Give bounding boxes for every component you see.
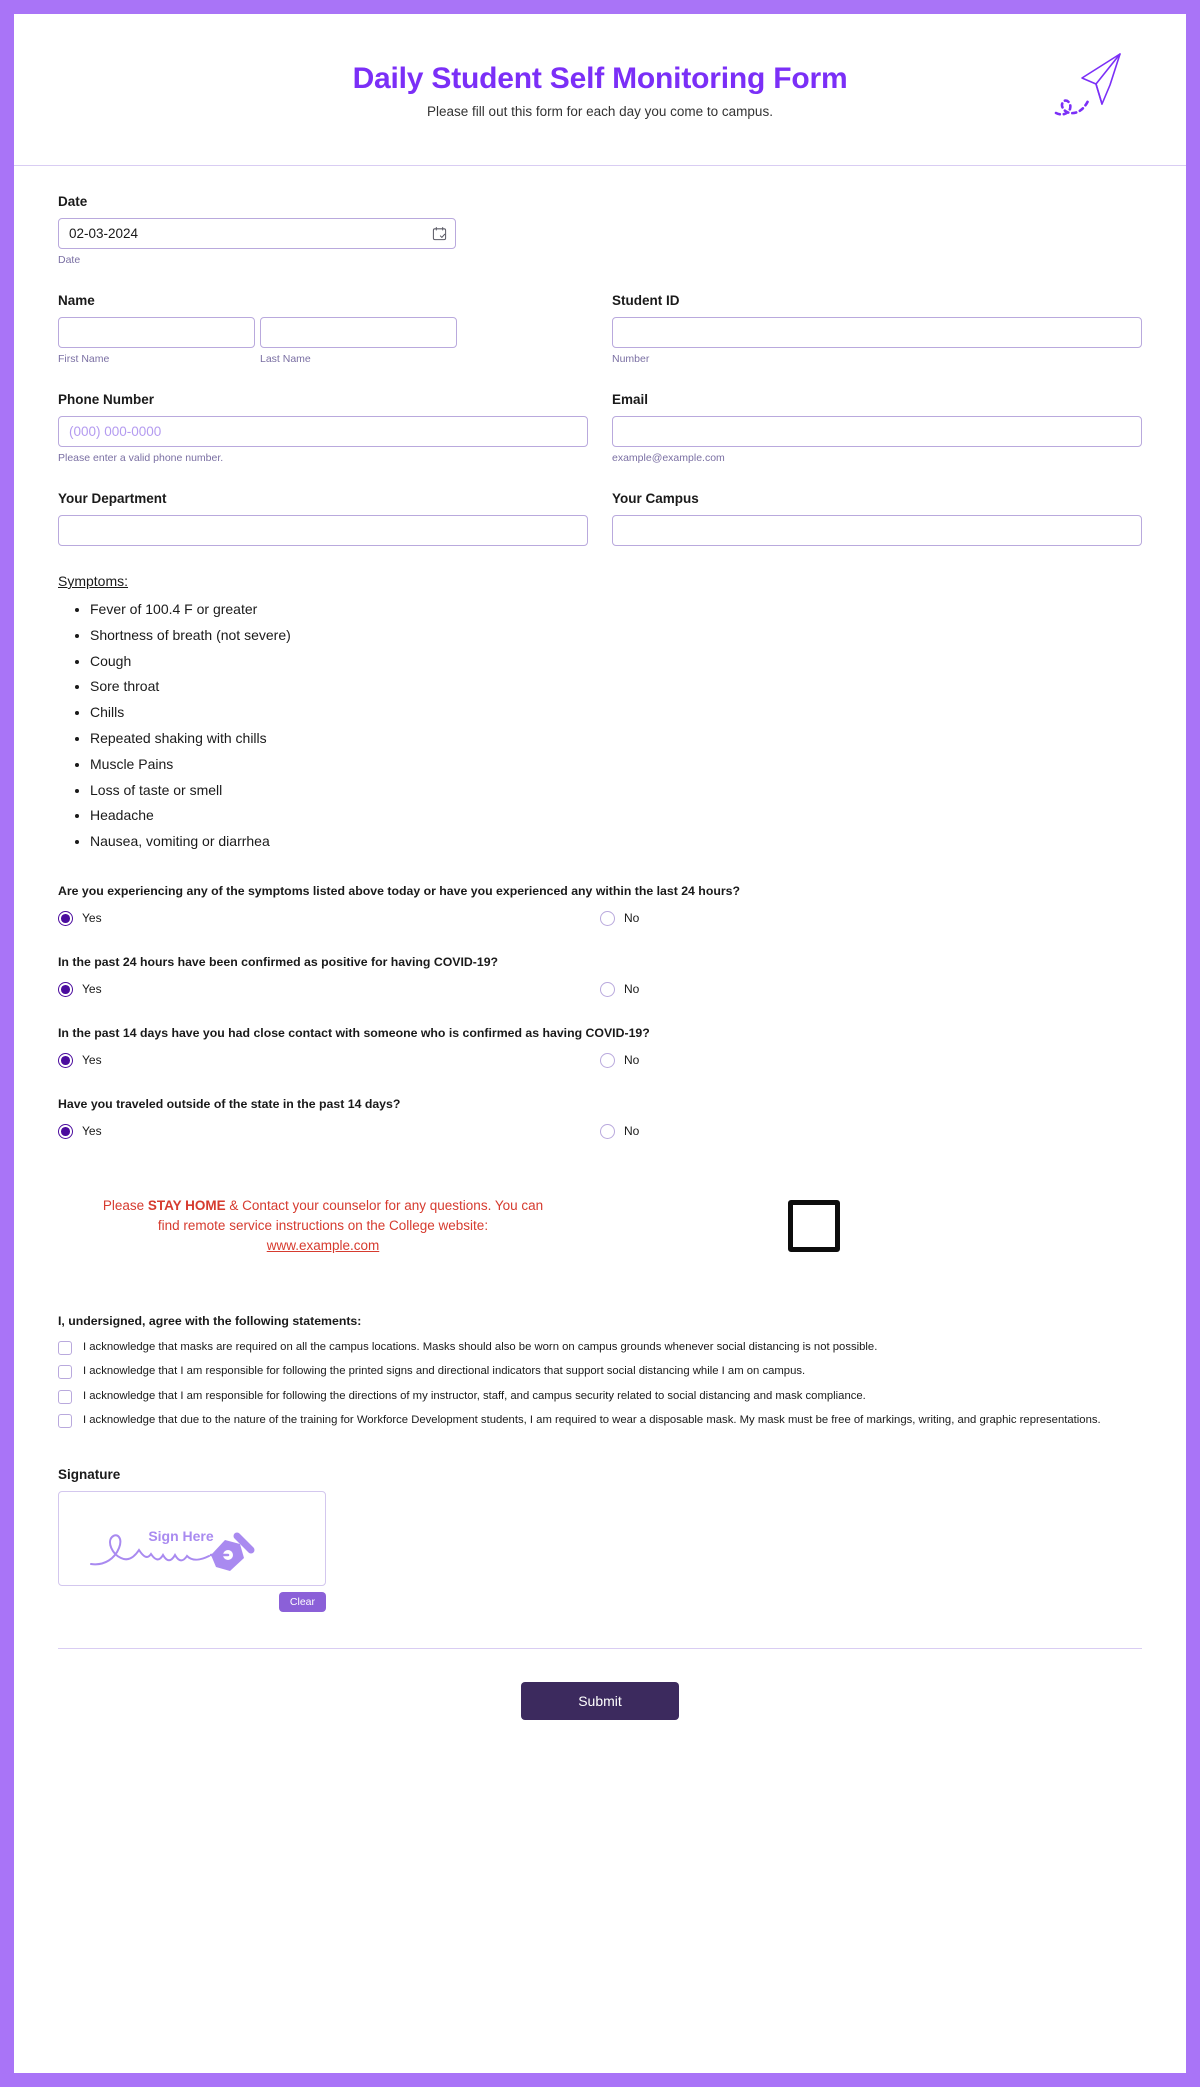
list-item: • Shortness of breath (not severe) <box>90 623 1142 649</box>
first-name-hint: First Name <box>58 353 110 365</box>
radio-label-yes: Yes <box>82 1124 102 1139</box>
field-department <box>58 491 588 546</box>
field-phone <box>58 392 588 464</box>
acknowledgement-text: I acknowledge that masks are required on all the campus locations. Masks should also be worn on campus grounds whenever social distancing is not possible. <box>83 1340 878 1353</box>
symptoms-list <box>64 597 1142 855</box>
acknowledgements-section <box>58 1314 1142 1429</box>
list-item[interactable] <box>58 1389 1142 1405</box>
question-label: Are you experiencing any of the symptoms listed above today or have you experienced any within the last 24 hours? <box>58 883 740 898</box>
qr-placeholder-box <box>788 1200 840 1252</box>
page-subtitle: Please fill out this form for each day you come to campus. <box>427 104 773 119</box>
radio-icon-no[interactable] <box>600 911 615 926</box>
radio-icon-yes[interactable] <box>58 1053 73 1068</box>
checkbox-icon[interactable] <box>58 1390 72 1404</box>
email-input[interactable] <box>612 416 1142 447</box>
radio-option-yes[interactable] <box>58 911 600 926</box>
phone-hint: Please enter a valid phone number. <box>58 452 224 464</box>
radio-option-no[interactable] <box>600 1053 1142 1068</box>
radio-label-no: No <box>624 911 640 926</box>
list-item: • Sore throat <box>90 674 1142 700</box>
last-name-hint: Last Name <box>260 353 311 365</box>
field-name <box>58 293 588 365</box>
radio-icon-no[interactable] <box>600 1053 615 1068</box>
signature-pad[interactable] <box>58 1491 326 1586</box>
department-label: Your Department <box>58 491 167 506</box>
warning-strong: STAY HOME <box>147 1197 226 1213</box>
page-title: Daily Student Self Monitoring Form <box>352 62 848 95</box>
checkbox-icon[interactable] <box>58 1341 72 1355</box>
radio-option-no[interactable] <box>600 911 1142 926</box>
radio-label-yes: Yes <box>82 982 102 997</box>
list-item: • Repeated shaking with chills <box>90 726 1142 752</box>
radio-option-yes[interactable] <box>58 1053 600 1068</box>
form-header <box>14 14 1186 166</box>
pen-nib-icon <box>211 1536 251 1571</box>
acknowledgement-text: I acknowledge that I am responsible for following the printed signs and directional indicators that support social distancing while I am on campus. <box>83 1365 806 1378</box>
symptoms-title: Symptoms: <box>58 573 129 589</box>
phone-input[interactable] <box>58 416 588 447</box>
warning-body: & Contact your counselor for any questions. You can find remote service instructions on the College website: <box>157 1197 544 1233</box>
acknowledgement-text: I acknowledge that I am responsible for following the directions of my instructor, staff, and campus security related to social distancing and mask compliance. <box>83 1389 866 1402</box>
radio-icon-yes[interactable] <box>58 982 73 997</box>
date-input[interactable] <box>58 218 456 249</box>
date-label: Date <box>58 194 88 209</box>
radio-option-no[interactable] <box>600 1124 1142 1139</box>
radio-option-yes[interactable] <box>58 982 600 997</box>
campus-input[interactable] <box>612 515 1142 546</box>
field-campus <box>612 491 1142 546</box>
radio-icon-yes[interactable] <box>58 1124 73 1139</box>
list-item[interactable] <box>58 1364 1142 1380</box>
radio-label-yes: Yes <box>82 911 102 926</box>
list-item: • Nausea, vomiting or diarrhea <box>90 829 1142 855</box>
question-close-contact <box>58 1026 1142 1068</box>
warning-prefix: Please <box>102 1197 148 1213</box>
submit-button[interactable]: Submit <box>521 1682 679 1720</box>
radio-option-yes[interactable] <box>58 1124 600 1139</box>
symptoms-section <box>58 573 1142 855</box>
list-item: • Fever of 100.4 F or greater <box>90 597 1142 623</box>
warning-message <box>58 1196 588 1256</box>
radio-label-no: No <box>624 1053 640 1068</box>
list-item: • Chills <box>90 700 1142 726</box>
radio-icon-yes[interactable] <box>58 911 73 926</box>
question-symptoms-today <box>58 884 1142 926</box>
sign-here-text: Sign Here <box>148 1527 214 1544</box>
radio-icon-no[interactable] <box>600 982 615 997</box>
question-label: In the past 24 hours have been confirmed as positive for having COVID-19? <box>58 954 499 969</box>
acknowledgements-title: I, undersigned, agree with the following statements: <box>58 1313 362 1328</box>
radio-label-no: No <box>624 1124 640 1139</box>
email-hint: example@example.com <box>612 452 725 464</box>
signature-label: Signature <box>58 1466 121 1482</box>
department-input[interactable] <box>58 515 588 546</box>
phone-label: Phone Number <box>58 392 155 407</box>
radio-icon-no[interactable] <box>600 1124 615 1139</box>
question-label: In the past 14 days have you had close contact with someone who is confirmed as having COVID-19? <box>58 1025 650 1040</box>
list-item: • Headache <box>90 803 1142 829</box>
list-item[interactable] <box>58 1413 1142 1429</box>
date-hint: Date <box>58 254 81 266</box>
last-name-input[interactable] <box>260 317 457 348</box>
signature-section <box>58 1467 1142 1612</box>
radio-label-no: No <box>624 982 640 997</box>
warning-section <box>58 1181 1142 1271</box>
radio-label-yes: Yes <box>82 1053 102 1068</box>
question-label: Have you traveled outside of the state in the past 14 days? <box>58 1096 401 1111</box>
field-email <box>612 392 1142 464</box>
student-id-label: Student ID <box>612 293 680 308</box>
first-name-input[interactable] <box>58 317 255 348</box>
list-item[interactable] <box>58 1340 1142 1356</box>
student-id-input[interactable] <box>612 317 1142 348</box>
field-date <box>58 194 1142 266</box>
list-item: • Muscle Pains <box>90 752 1142 778</box>
paper-plane-icon <box>1044 41 1136 123</box>
question-positive-24h <box>58 955 1142 997</box>
checkbox-icon[interactable] <box>58 1365 72 1379</box>
email-label: Email <box>612 392 649 407</box>
student-id-hint: Number <box>612 353 650 365</box>
list-item: • Loss of taste or smell <box>90 778 1142 804</box>
form-body <box>14 166 1186 1720</box>
campus-label: Your Campus <box>612 491 699 506</box>
name-label: Name <box>58 293 95 308</box>
field-student-id <box>612 293 1142 365</box>
list-item: • Cough <box>90 649 1142 675</box>
form-page <box>14 14 1186 2073</box>
radio-option-no[interactable] <box>600 982 1142 997</box>
warning-link[interactable]: www.example.com <box>266 1237 380 1253</box>
checkbox-icon[interactable] <box>58 1414 72 1428</box>
clear-signature-button[interactable]: Clear <box>279 1592 326 1612</box>
question-travel <box>58 1097 1142 1139</box>
form-footer <box>58 1648 1142 1720</box>
acknowledgement-text: I acknowledge that due to the nature of the training for Workforce Development students, I am required to wear a disposable mask. My mask must be free of markings, writing, and graphic representations. <box>83 1414 1101 1427</box>
